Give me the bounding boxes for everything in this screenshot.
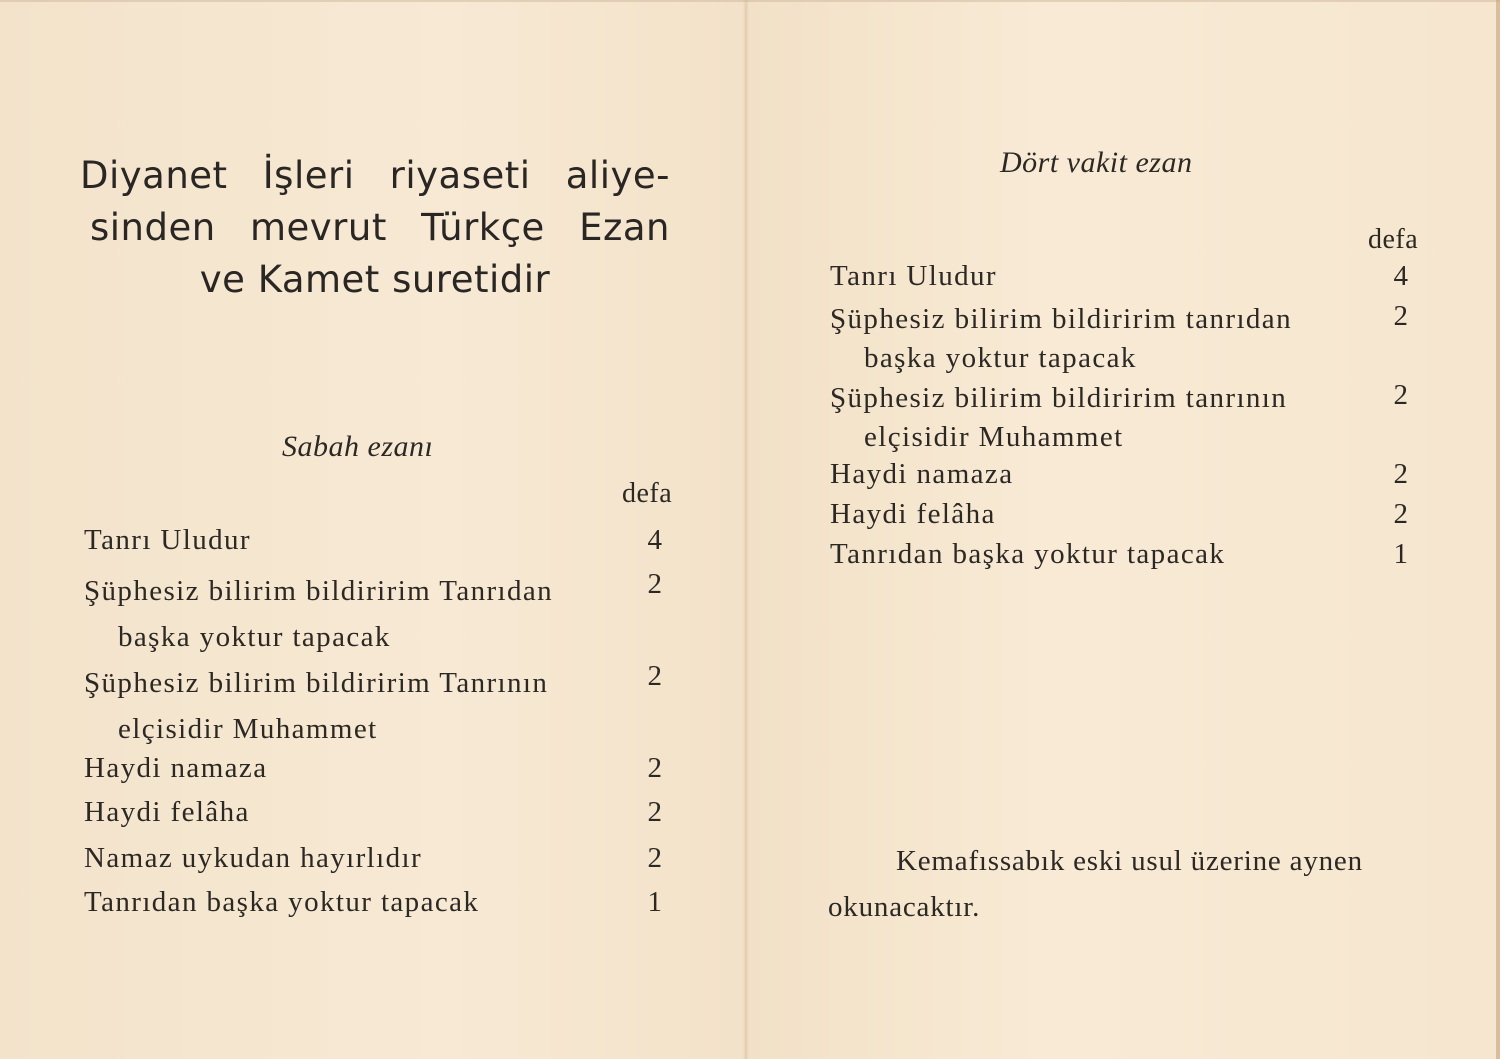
dort-vakit-row-4-count: 2 (1393, 458, 1408, 490)
dort-vakit-row-6 (830, 538, 1225, 571)
dort-vakit-defa-label: defa (1368, 224, 1419, 255)
dort-vakit-row-2-count: 2 (1393, 300, 1408, 332)
dort-vakit-row-2-continuation: başka yoktur tapacak (864, 342, 1137, 374)
sabah-row-3 (84, 660, 548, 752)
sabah-row-2 (84, 568, 553, 660)
right-edge (1496, 0, 1500, 1059)
dort-vakit-row-6-text: Tanrıdan başka yoktur tapacak (830, 538, 1226, 570)
sabah-row-1 (84, 524, 251, 557)
heading-line-3: ve Kamet suretidir (199, 258, 551, 301)
sabah-row-2-text: Şüphesiz bilirim bildiririm Tanrıdan (84, 575, 554, 607)
closing-note-line-1: Kemafıssabık eski usul üzerine aynen (896, 845, 1363, 877)
closing-note (828, 838, 1428, 930)
sabah-row-6-count: 2 (647, 842, 662, 874)
sabah-row-7 (84, 886, 479, 919)
dort-vakit-row-3-text: Şüphesiz bilirim bildiririm tanrının (830, 382, 1288, 414)
dort-vakit-row-1-text: Tanrı Uludur (830, 260, 997, 292)
dort-vakit-row-3-continuation: elçisidir Muhammet (864, 421, 1124, 453)
dort-vakit-row-5-count: 2 (1393, 498, 1408, 530)
sabah-row-5-count: 2 (647, 796, 662, 828)
sabah-row-6 (84, 842, 422, 875)
sabah-row-2-continuation: başka yoktur tapacak (118, 621, 391, 653)
document-heading (80, 150, 670, 306)
heading-line-2: sinden mevrut Türkçe Ezan (90, 206, 670, 249)
dort-vakit-ezan-title: Dört vakit ezan (1000, 146, 1193, 179)
sabah-row-7-text: Tanrıdan başka yoktur tapacak (84, 886, 480, 918)
dort-vakit-row-2 (830, 300, 1292, 378)
dort-vakit-row-1 (830, 260, 997, 293)
sabah-row-4-count: 2 (647, 752, 662, 784)
sabah-row-3-text: Şüphesiz bilirim bildiririm Tanrının (84, 667, 549, 699)
sabah-row-1-text: Tanrı Uludur (84, 524, 251, 556)
dort-vakit-row-3-count: 2 (1393, 379, 1408, 411)
dort-vakit-row-1-count: 4 (1393, 260, 1408, 292)
dort-vakit-row-4 (830, 458, 1013, 491)
sabah-row-3-continuation: elçisidir Muhammet (118, 713, 378, 745)
heading-line-1: Diyanet İşleri riyaseti aliye- (80, 154, 670, 197)
sabah-row-2-count: 2 (647, 568, 662, 600)
dort-vakit-row-4-text: Haydi namaza (830, 458, 1014, 490)
dort-vakit-row-5 (830, 498, 996, 531)
closing-note-line-2: okunacaktır. (828, 891, 981, 923)
sabah-defa-label: defa (622, 478, 673, 509)
sabah-row-7-count: 1 (647, 886, 662, 918)
sabah-row-1-count: 4 (647, 524, 662, 556)
sabah-row-4-text: Haydi namaza (84, 752, 268, 784)
dort-vakit-row-3 (830, 379, 1287, 457)
page-fold (743, 0, 749, 1059)
top-edge (0, 0, 1500, 2)
dort-vakit-row-6-count: 1 (1393, 538, 1408, 570)
sabah-ezani-title: Sabah ezanı (282, 430, 434, 463)
sabah-row-5 (84, 796, 250, 829)
dort-vakit-row-2-text: Şüphesiz bilirim bildiririm tanrıdan (830, 303, 1292, 335)
sabah-row-4 (84, 752, 267, 785)
sabah-row-3-count: 2 (647, 660, 662, 692)
sabah-row-5-text: Haydi felâha (84, 796, 250, 828)
sabah-row-6-text: Namaz uykudan hayırlıdır (84, 842, 423, 874)
dort-vakit-row-5-text: Haydi felâha (830, 498, 996, 530)
